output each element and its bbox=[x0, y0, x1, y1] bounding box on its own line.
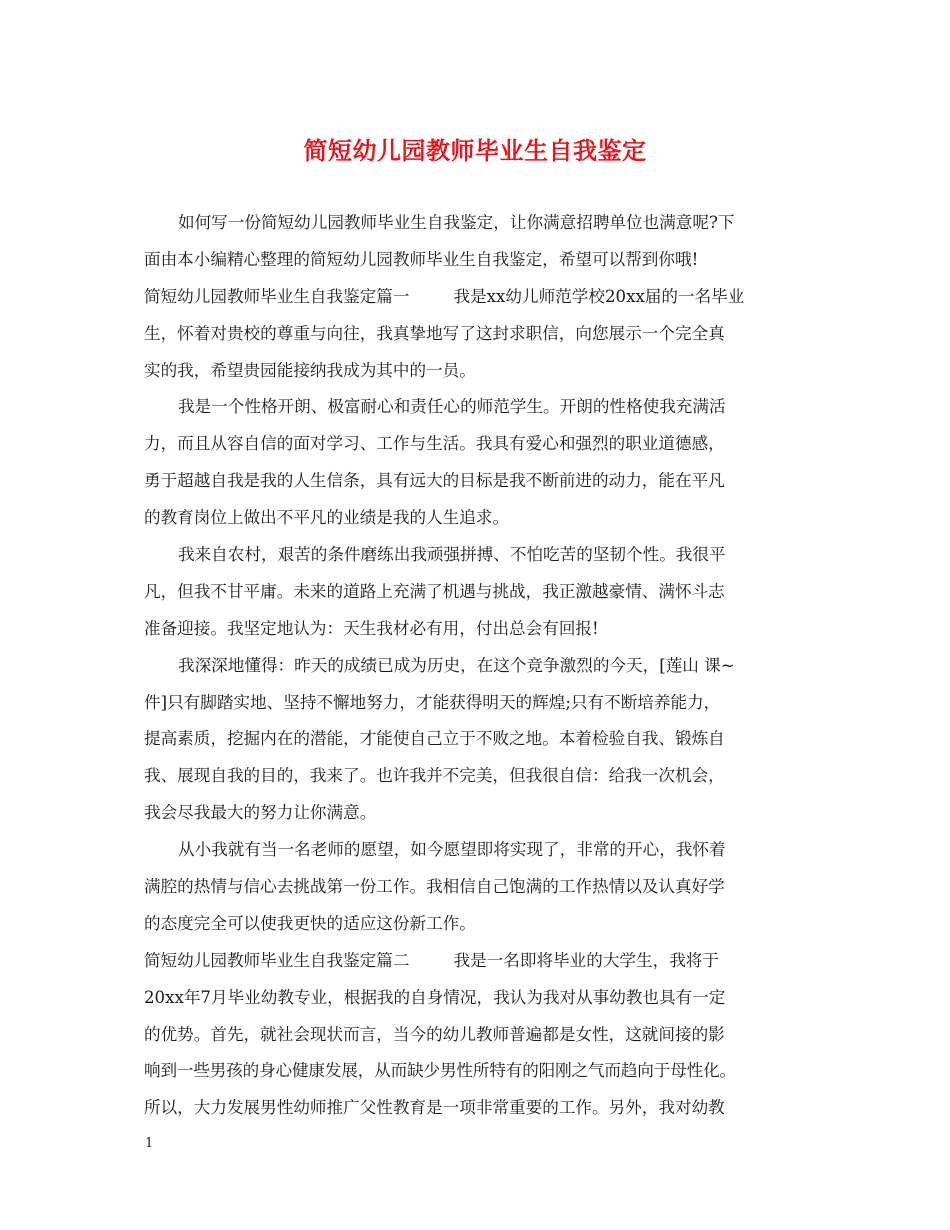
text-line: 我、展现自我的目的，我来了。也许我并不完美，但我很自信：给我一次机会， bbox=[144, 766, 725, 786]
text-line: 提高素质，挖掘内在的潜能，才能使自己立于不败之地。本着检验自我、锻炼自 bbox=[144, 729, 725, 749]
text-line: 响到一些男孩的身心健康发展，从而缺少男性所特有的阳刚之气而趋向于母性化。 bbox=[144, 1061, 736, 1081]
text-line-tail: 我是一名即将毕业的大学生，我将于 bbox=[453, 950, 719, 970]
text-line: 所以，大力发展男性幼师推广父性教育是一项非常重要的工作。另外，我对幼教 bbox=[144, 1098, 725, 1118]
document-body bbox=[144, 205, 824, 1127]
text-line: 如何写一份简短幼儿园教师毕业生自我鉴定，让你满意招聘单位也满意呢?下 bbox=[178, 213, 735, 232]
text-line: 勇于超越自我是我的人生信条，具有远大的目标是我不断前进的动力，能在平凡 bbox=[144, 471, 725, 491]
text-line: 力，而且从容自信的面对学习、工作与生活。我具有爱心和强烈的职业道德感， bbox=[144, 434, 725, 454]
text-line: 准备迎接。我坚定地认为：天生我材必有用，付出总会有回报! bbox=[144, 618, 599, 638]
text-line: 实的我，希望贵园能接纳我成为其中的一员。 bbox=[144, 360, 476, 380]
text-line: 满腔的热情与信心去挑战第一份工作。我相信自己饱满的工作热情以及认真好学 bbox=[144, 877, 725, 897]
page-number: 1 bbox=[145, 1136, 154, 1151]
text-line: 我会尽我最大的努力让你满意。 bbox=[144, 803, 377, 823]
text-line: 的优势。首先，就社会现状而言，当今的幼儿教师普遍都是女性，这就间接的影 bbox=[144, 1024, 725, 1044]
text-line: 我深深地懂得：昨天的成绩已成为历史，在这个竞争激烈的今天，[莲山 课~ bbox=[178, 655, 735, 675]
text-line: 的教育岗位上做出不平凡的业绩是我的人生追求。 bbox=[144, 508, 510, 528]
text-line: 生，怀着对贵校的尊重与向往，我真挚地写了这封求职信，向您展示一个完全真 bbox=[144, 323, 725, 343]
text-line: 件]只有脚踏实地、坚持不懈地努力，才能获得明天的辉煌;只有不断培养能力， bbox=[144, 692, 721, 712]
text-line: 的态度完全可以使我更快的适应这份新工作。 bbox=[144, 913, 476, 933]
text-line bbox=[144, 943, 824, 980]
document-title: 简短幼儿园教师毕业生自我鉴定 bbox=[303, 136, 647, 165]
text-line: 凡，但我不甘平庸。未来的道路上充满了机遇与挑战，我正激越豪情、满怀斗志 bbox=[144, 581, 725, 601]
text-line: 我来自农村，艰苦的条件磨练出我顽强拼搏、不怕吃苦的坚韧个性。我很平 bbox=[178, 545, 726, 565]
text-line: 面由本小编精心整理的简短幼儿园教师毕业生自我鉴定，希望可以帮到你哦! bbox=[144, 249, 699, 269]
section-heading-2: 简短幼儿园教师毕业生自我鉴定篇二 bbox=[144, 950, 410, 970]
text-line: 我是一个性格开朗、极富耐心和责任心的师范学生。开朗的性格使我充满活 bbox=[178, 397, 726, 417]
section-heading-1: 简短幼儿园教师毕业生自我鉴定篇一 bbox=[144, 286, 410, 306]
text-line: 从小我就有当一名老师的愿望，如今愿望即将实现了，非常的开心，我怀着 bbox=[178, 840, 726, 860]
text-line-tail: 我是xx幼儿师范学校20xx届的一名毕业 bbox=[453, 286, 745, 306]
text-line: 20xx年7月毕业幼教专业，根据我的自身情况，我认为我对从事幼教也具有一定 bbox=[144, 987, 726, 1007]
text-line bbox=[144, 279, 824, 316]
